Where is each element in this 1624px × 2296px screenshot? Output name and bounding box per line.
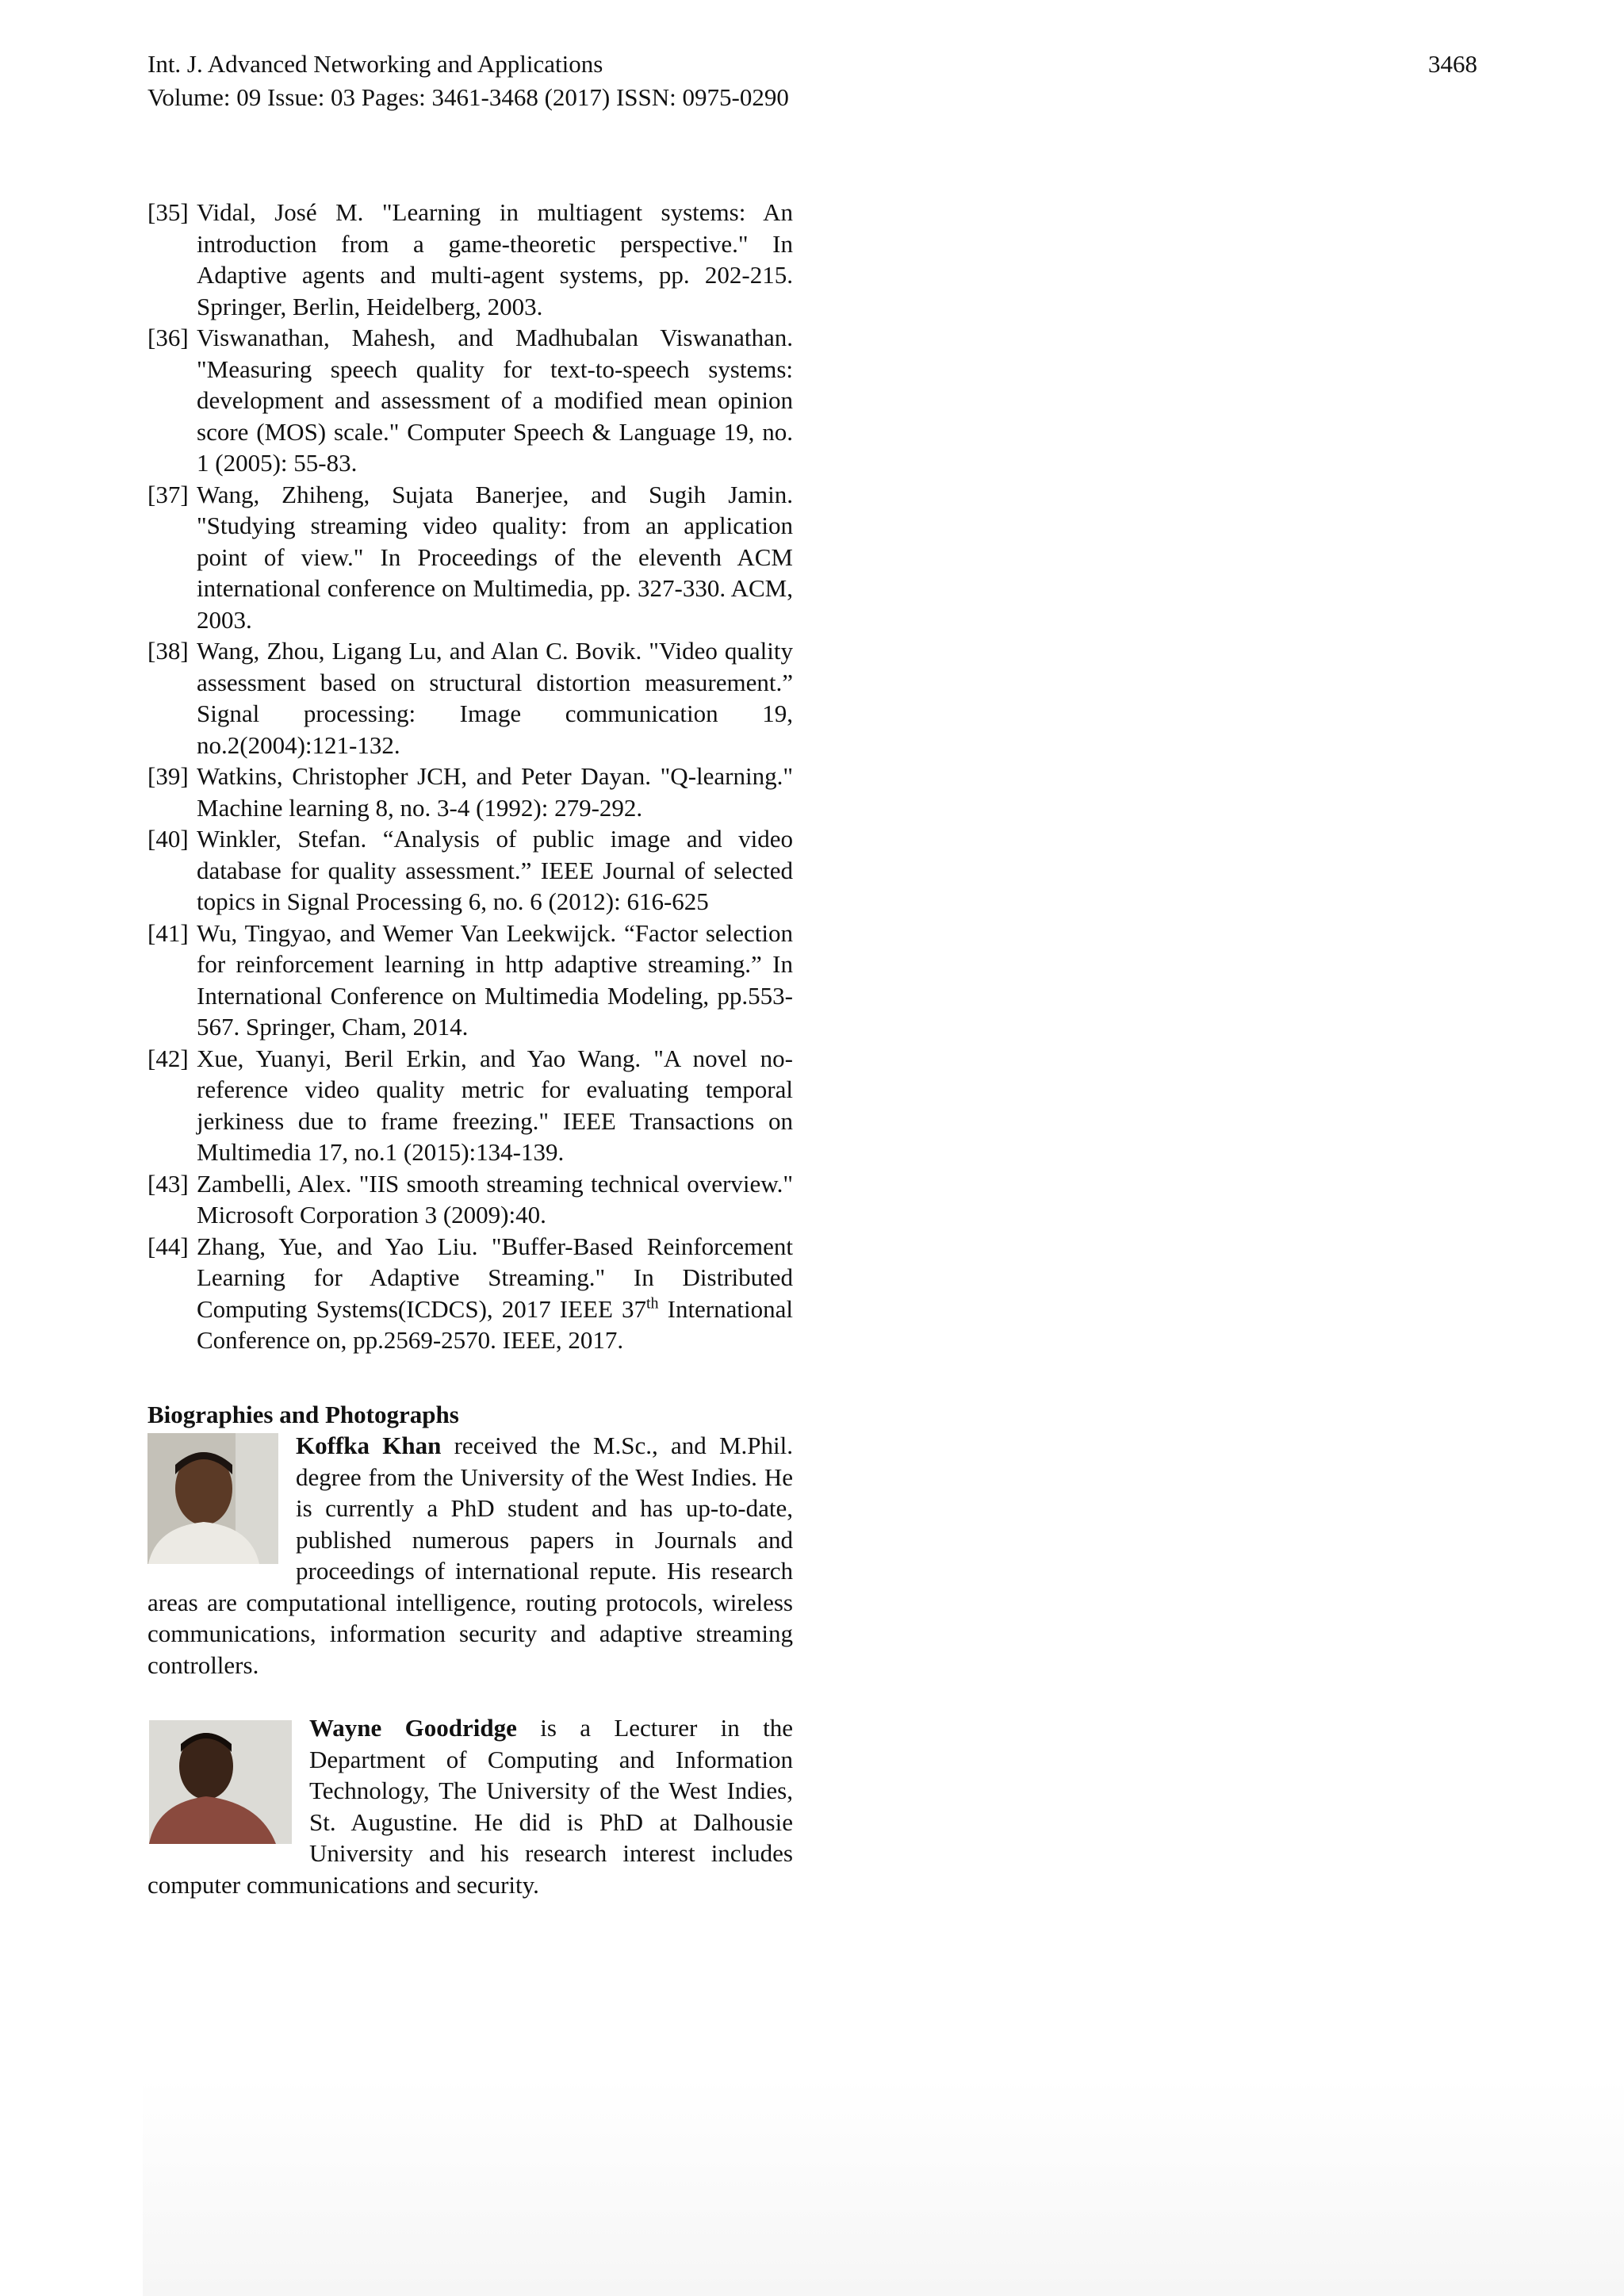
author-bio: received the M.Sc., and M.Phil. degree from the University of the West Indies. He is currently a PhD student and has up-to-date, published numerous papers in Journals and proceedings of international repute. His research areas are computational intelligence, routing protocols, wireless communications, information security and adaptive streaming controllers. xyxy=(147,1432,793,1679)
reference-text xyxy=(197,1231,793,1356)
reference-number: [40] xyxy=(147,825,189,853)
reference-item xyxy=(147,1231,793,1356)
reference-number: [35] xyxy=(147,198,189,226)
reference-text: Winkler, Stefan. “Analysis of public image and video database for quality assessment.” IEEE Journal of selected topics in Signal Processing 6, no. 6 (2012): 616-625 xyxy=(197,825,793,915)
reference-number: [37] xyxy=(147,480,189,508)
reference-number: [39] xyxy=(147,762,189,790)
reference-item xyxy=(147,635,793,761)
reference-item xyxy=(147,479,793,636)
biography-goodridge xyxy=(147,1712,793,1900)
reference-number: [42] xyxy=(147,1044,189,1072)
page-number: 3468 xyxy=(1428,50,1477,78)
volume-info: Volume: 09 Issue: 03 Pages: 3461-3468 (2017) ISSN: 0975-0290 xyxy=(147,83,789,111)
reference-number: [41] xyxy=(147,918,189,947)
author-photo xyxy=(147,1433,278,1564)
reference-text: Viswanathan, Mahesh, and Madhubalan Viswanathan. "Measuring speech quality for text-to-speech systems: development and assessment of a modified mean opinion score (MOS) scale." Computer Speech & Language 19, no. 1 (2005): 55-83. xyxy=(197,324,793,477)
journal-title: Int. J. Advanced Networking and Applications xyxy=(147,50,603,78)
reference-item xyxy=(147,1043,793,1168)
reference-number: [44] xyxy=(147,1232,189,1260)
reference-text: Wang, Zhou, Ligang Lu, and Alan C. Bovik. "Video quality assessment based on structural distortion measurement.” Signal processing: Image communication 19, no.2(2004):121-132. xyxy=(197,637,793,759)
running-header xyxy=(147,48,789,114)
reference-text: Zambelli, Alex. "IIS smooth streaming technical overview." Microsoft Corporation 3 (2009):40. xyxy=(197,1169,793,1228)
reference-number: [43] xyxy=(147,1169,189,1198)
author-photo xyxy=(149,1720,292,1844)
reference-text-part: International Conference on, pp.2569-2570. IEEE, 2017. xyxy=(197,1294,793,1354)
reference-text: Wang, Zhiheng, Sujata Banerjee, and Sugih Jamin. "Studying streaming video quality: from an application point of view." In Proceedings of the eleventh ACM international conference on Multimedia, pp. 327-330. ACM, 2003. xyxy=(197,480,793,634)
author-name: Koffka Khan xyxy=(296,1432,442,1459)
reference-list xyxy=(147,197,793,1356)
reference-text-part: Zhang, Yue, and Yao Liu. "Buffer-Based Reinforcement Learning for Adaptive Streaming." In Distributed Computing Systems(ICDCS), 2017 IEEE 37 xyxy=(197,1232,793,1323)
section-heading: Biographies and Photographs xyxy=(147,1400,459,1428)
reference-item xyxy=(147,918,793,1043)
reference-text: Wu, Tingyao, and Wemer Van Leekwijck. “Factor selection for reinforcement learning in http adaptive streaming.” In International Conference on Multimedia Modeling, pp.553-567. Springer, Cham, 2014. xyxy=(197,918,793,1041)
author-name: Wayne Goodridge xyxy=(309,1714,517,1742)
left-column xyxy=(147,197,793,1900)
reference-text: Xue, Yuanyi, Beril Erkin, and Yao Wang. "A novel no-reference video quality metric for evaluating temporal jerkiness due to frame freezing." IEEE Transactions on Multimedia 17, no.1 (2015):134-139. xyxy=(197,1044,793,1166)
reference-number: [38] xyxy=(147,637,189,665)
author-bio: is a Lecturer in the Department of Computing and Information Technology, The University of the West Indies, St. Augustine. He did is PhD at Dalhousie University and his research interest includes computer communications and security. xyxy=(147,1714,793,1899)
page-bottom-shade xyxy=(143,2078,1624,2296)
portrait-image xyxy=(147,1433,278,1564)
reference-text: Watkins, Christopher JCH, and Peter Dayan. "Q-learning." Machine learning 8, no. 3-4 (1992): 279-292. xyxy=(197,762,793,822)
reference-text: Vidal, José M. "Learning in multiagent systems: An introduction from a game-theoretic perspective." In Adaptive agents and multi-agent systems, pp. 202-215. Springer, Berlin, Heidelberg, 2003. xyxy=(197,198,793,320)
reference-item xyxy=(147,823,793,918)
reference-item xyxy=(147,322,793,479)
reference-item xyxy=(147,197,793,322)
biography-khan xyxy=(147,1430,793,1681)
reference-number: [36] xyxy=(147,324,189,351)
reference-item xyxy=(147,1168,793,1231)
portrait-image xyxy=(149,1720,292,1844)
superscript: th xyxy=(645,1294,659,1313)
reference-item xyxy=(147,761,793,823)
